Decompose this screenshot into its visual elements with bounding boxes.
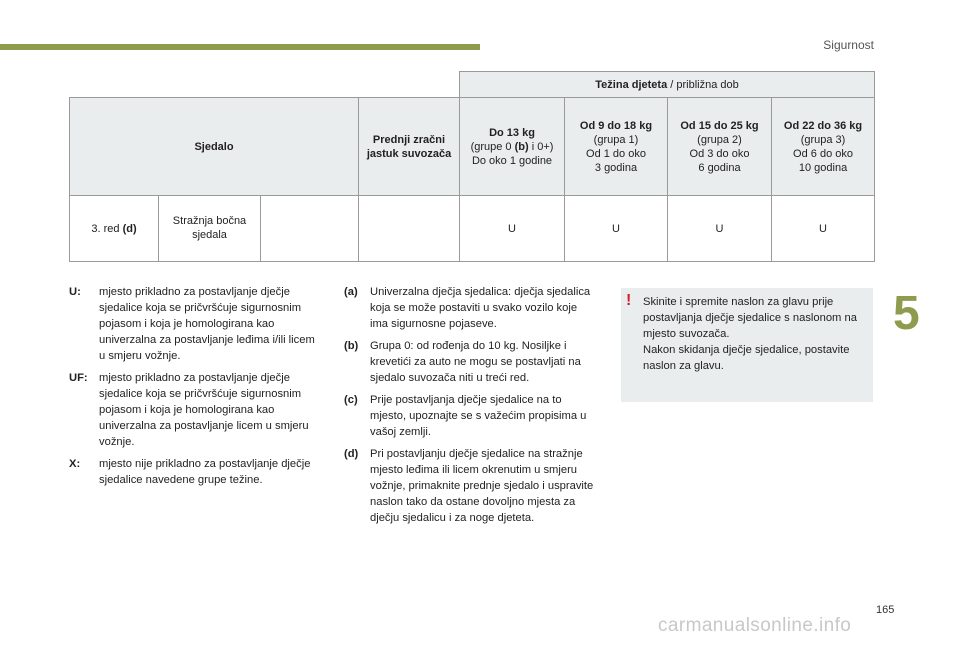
warning-text: Skinite i spremite naslon za glavu prije postavljanja dječje sjedalice s naslonom na mjesto suvozača. Nakon skidanja dječje sjedalice, postavite naslon za glavu. [643, 296, 857, 372]
airbag-cell [359, 196, 460, 262]
row-label: 3. red (d) [70, 196, 159, 262]
section-title: Sigurnost [823, 38, 874, 52]
note-item: (b) Grupa 0: od rođenja do 10 kg. Nosiljke i krevetići za auto ne mogu se postavljati na sjedalo suvozača niti u treći red. [344, 340, 581, 384]
note-item: (d) Pri postavljanju dječje sjedalice na stražnje mjesto leđima ili licem okrenutim u smjeru vožnje, primaknite prednje sjedalo i uspravite naslon tako da ostane dovoljno mjesta za dječju sjedalicu i za noge djeteta. [344, 448, 594, 524]
value-cell-0: U [460, 196, 565, 262]
chapter-number: 5 [893, 287, 920, 340]
note-item: (c) Prije postavljanja dječje sjedalice na to mjesto, upoznajte se s važećim propisima u vašoj zemlji. [344, 394, 587, 438]
legend-item: UF: mjesto prikladno za postavljanje dječje sjedalice koja se pričvršćuje sigurnosnim pojasom i koja je homologirana kao univerzalna za postavljanje licem u smjeru vožnje. [69, 372, 309, 448]
value-cell-3: U [772, 196, 875, 262]
seat-name: Stražnja bočna sjedala [159, 196, 261, 262]
note-item: (a) Univerzalna dječja sjedalica: dječja sjedalica koja se može postaviti u svako vozilo koje ima sigurnosne pojaseve. [344, 286, 591, 330]
warning-box [621, 288, 873, 402]
child-seat-table [69, 71, 875, 262]
warning-icon: ! [626, 292, 632, 309]
header-accent-bar [0, 44, 480, 50]
legend-item: U: mjesto prikladno za postavljanje dječje sjedalice koja se pričvršćuje sigurnosnim pojasom i koja je homologirana kao univerzalna za postavljanje leđima i/ili licem u smjeru vožnje. [69, 286, 315, 362]
weight-column-header-3: Od 22 do 36 kg (grupa 3) Od 6 do oko 10 godina [772, 98, 875, 196]
notes-list [344, 284, 597, 532]
weight-column-header-0: Do 13 kg (grupe 0 (b) i 0+) Do oko 1 godine [460, 98, 565, 196]
watermark: carmanualsonline.info [658, 615, 852, 636]
value-cell-2: U [668, 196, 772, 262]
weight-column-header-1: Od 9 do 18 kg (grupa 1) Od 1 do oko 3 godina [565, 98, 668, 196]
empty-cell [261, 196, 359, 262]
weight-column-header-2: Od 15 do 25 kg (grupa 2) Od 3 do oko 6 godina [668, 98, 772, 196]
weight-group-header: Težina djeteta / približna dob [460, 72, 875, 98]
legend-item: X: mjesto nije prikladno za postavljanje dječje sjedalice navedene grupe težine. [69, 458, 311, 486]
table-corner-blank [70, 72, 460, 98]
seat-column-header: Sjedalo [70, 98, 359, 196]
airbag-column-header: Prednji zračni jastuk suvozača [359, 98, 460, 196]
value-cell-1: U [565, 196, 668, 262]
legend-list [69, 284, 324, 494]
page-number: 165 [876, 604, 895, 616]
